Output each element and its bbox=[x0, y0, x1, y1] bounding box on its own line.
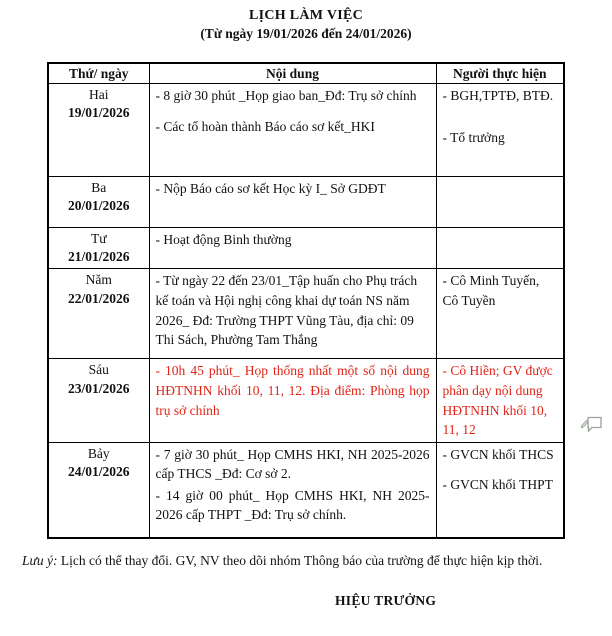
header-people: Người thực hiện bbox=[436, 63, 564, 84]
day-date: 22/01/2026 bbox=[67, 290, 130, 306]
note-label: Lưu ý: bbox=[22, 552, 58, 568]
note-text: Lịch có thể thay đổi. GV, NV theo dõi nhóm Thông báo của trường để thực hiện kịp thời. bbox=[57, 552, 543, 568]
content-cell bbox=[149, 442, 436, 538]
day-cell bbox=[48, 359, 149, 442]
day-date: 19/01/2026 bbox=[67, 105, 130, 121]
people-cell bbox=[436, 442, 564, 538]
page-subtitle: (Từ ngày 19/01/2026 đến 24/01/2026) bbox=[200, 26, 412, 41]
people-line: - Cô Minh Tuyến, Cô Tuyền bbox=[442, 273, 540, 308]
people-cell bbox=[436, 269, 564, 359]
day-cell bbox=[48, 228, 149, 269]
people-cell bbox=[436, 228, 564, 269]
day-name: Tư bbox=[90, 231, 107, 246]
people-line: - GVCN khối THPT bbox=[442, 477, 553, 493]
schedule-table bbox=[47, 62, 565, 539]
day-name: Sáu bbox=[88, 362, 109, 378]
content-line: - Hoạt động Binh thường bbox=[155, 232, 292, 247]
content-line: - 14 giờ 00 phút_ Họp CMHS HKI, NH 2025-2026 cấp THPT _Đđ: Trụ sở chính. bbox=[155, 487, 430, 523]
header-row bbox=[48, 63, 564, 84]
content-line: - 8 giờ 30 phút _Họp giao ban_Đđ: Trụ sở chính bbox=[155, 88, 417, 103]
day-name: Bảy bbox=[87, 445, 110, 461]
day-date: 24/01/2026 bbox=[67, 463, 130, 479]
add-comment-icon[interactable] bbox=[580, 414, 604, 434]
content-line: - Nộp Báo cáo sơ kết Học kỳ I_ Sở GDĐT bbox=[155, 181, 386, 196]
day-cell bbox=[48, 177, 149, 228]
table-row bbox=[48, 228, 564, 269]
people-cell bbox=[436, 177, 564, 228]
people-line: - Tổ trưởng bbox=[442, 129, 505, 145]
content-line: - 10h 45 phút_ Họp thống nhất một số nội dung HĐTNHN khối 10, 11, 12. Địa điểm: Phòng họp trụ sở chính bbox=[155, 363, 430, 418]
day-cell bbox=[48, 269, 149, 359]
day-cell bbox=[48, 84, 149, 177]
people-cell bbox=[436, 359, 564, 442]
content-cell bbox=[149, 177, 436, 228]
content-cell bbox=[149, 228, 436, 269]
day-cell bbox=[48, 442, 149, 538]
table-row-highlighted bbox=[48, 359, 564, 442]
people-line: - BGH,TPTĐ, BTĐ. bbox=[442, 88, 554, 103]
content-line: - Các tổ hoàn thành Báo cáo sơ kết_HKI bbox=[155, 118, 375, 134]
day-date: 21/01/2026 bbox=[67, 249, 130, 265]
day-name: Hai bbox=[89, 87, 109, 102]
content-cell bbox=[149, 84, 436, 177]
people-cell bbox=[436, 84, 564, 177]
table-row bbox=[48, 177, 564, 228]
people-line: - GVCN khối THCS bbox=[442, 446, 554, 462]
people-line: - Cô Hiền; GV được phân dạy nội dung HĐTNHN khối 10, 11, 12 bbox=[442, 363, 553, 438]
day-name: Ba bbox=[91, 180, 107, 195]
signature-title: HIỆU TRƯỞNG bbox=[335, 592, 437, 608]
content-cell bbox=[149, 359, 436, 442]
footer-note bbox=[22, 551, 588, 571]
content-cell bbox=[149, 269, 436, 359]
content-line: - 7 giờ 30 phút_ Họp CMHS HKI, NH 2025-2026 cấp THCS _Đđ: Cơ sở 2. bbox=[155, 446, 430, 482]
table-row bbox=[48, 269, 564, 359]
header-day: Thứ/ ngày bbox=[48, 63, 149, 84]
header-content: Nội dung bbox=[149, 63, 436, 84]
day-date: 23/01/2026 bbox=[67, 380, 130, 396]
table-row bbox=[48, 442, 564, 538]
table-row bbox=[48, 84, 564, 177]
content-line: - Từ ngày 22 đến 23/01_Tập huấn cho Phụ trách kế toán và Hội nghị công khai dự toán NS năm 2026_ Đđ: Trường THPT Vũng Tàu, địa chỉ: 09 Thi Sách, Phường Tam Thắng bbox=[155, 273, 418, 348]
page-title: LỊCH LÀM VIỆC bbox=[248, 8, 364, 23]
day-name: Năm bbox=[85, 272, 112, 288]
day-date: 20/01/2026 bbox=[67, 198, 130, 214]
